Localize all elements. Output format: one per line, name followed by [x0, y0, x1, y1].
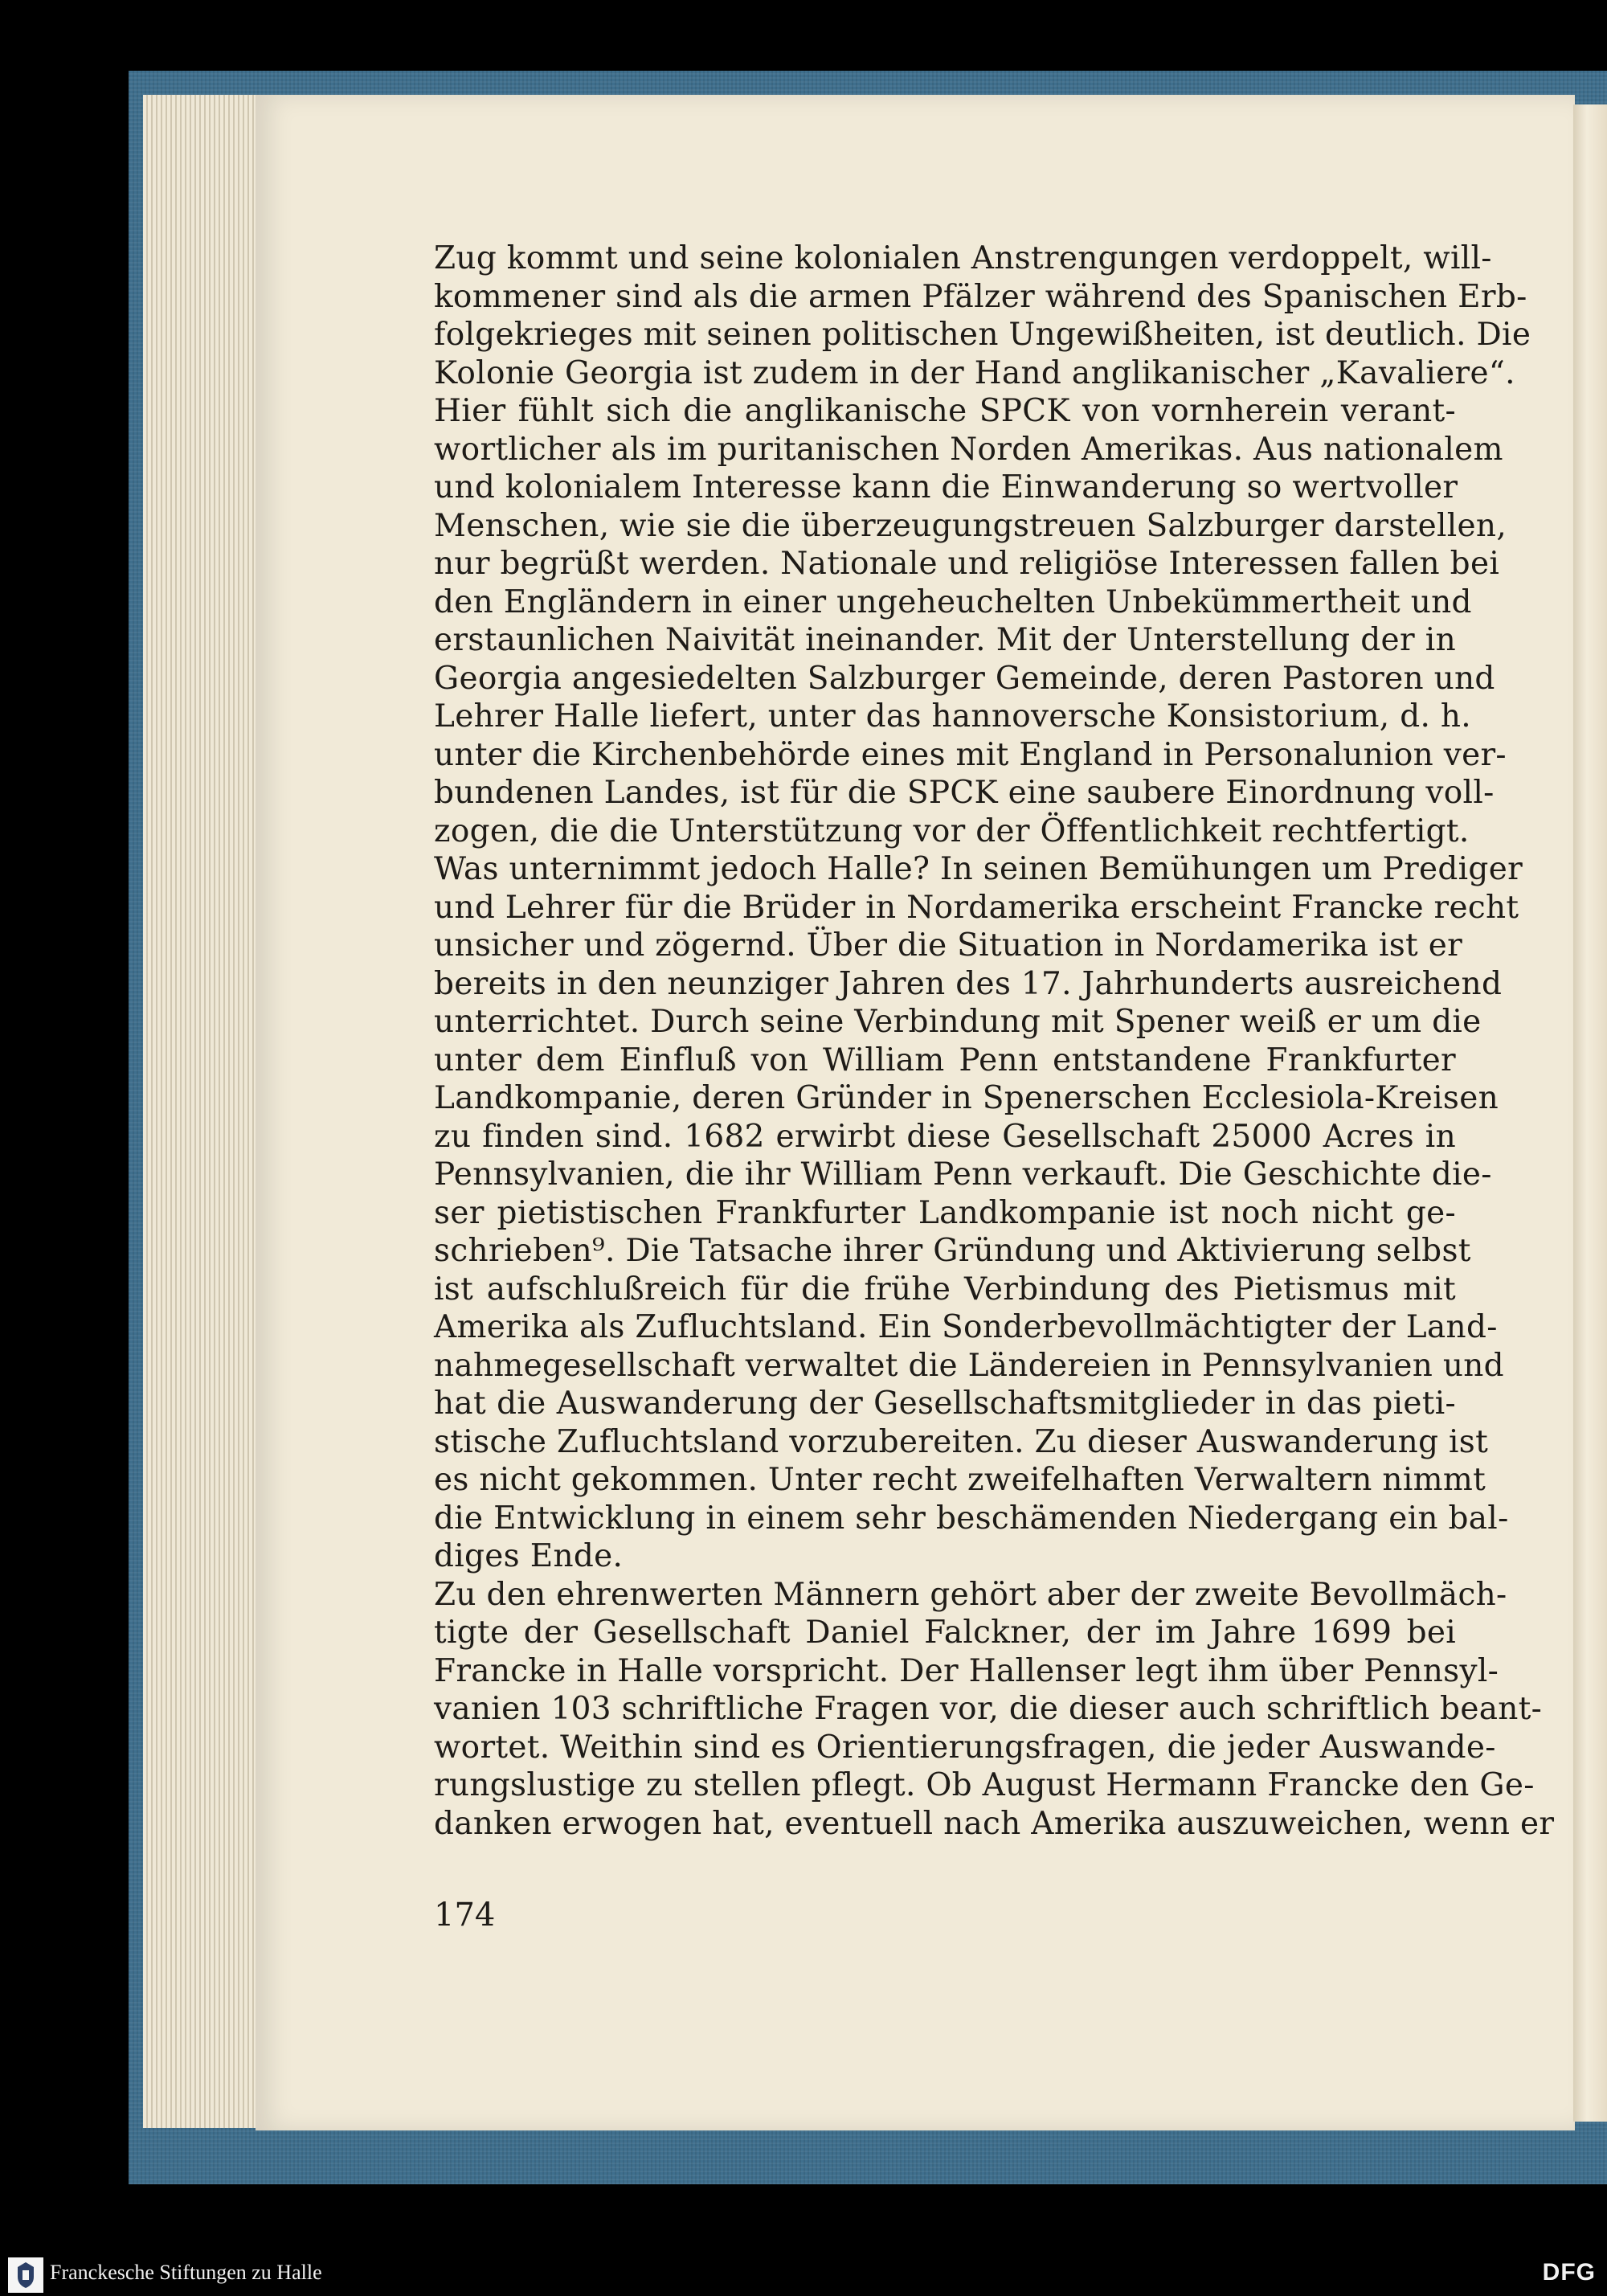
text-line: die Entwicklung in einem sehr beschämenden Niedergang ein bal-: [434, 1500, 1509, 1537]
text-line: Georgia angesiedelten Salzburger Gemeinde, deren Pastoren und: [434, 660, 1495, 697]
text-line: tigte der Gesellschaft Daniel Falckner, der im Jahre 1699 bei: [434, 1615, 1456, 1651]
text-line: Zug kommt und seine kolonialen Anstrengungen verdoppelt, will-: [434, 240, 1492, 276]
text-line: bundenen Landes, ist für die SPCK eine saubere Einordnung voll-: [434, 775, 1495, 811]
text-line: unter die Kirchenbehörde eines mit England in Personalunion ver-: [434, 736, 1507, 773]
text-line: Hier fühlt sich die anglikanische SPCK von vornherein verant-: [434, 393, 1456, 429]
text-line: Kolonie Georgia ist zudem in der Hand anglikanischer „Kavaliere“.: [434, 354, 1515, 391]
text-line: und kolonialem Interesse kann die Einwanderung so wertvoller: [434, 469, 1458, 505]
text-line: folgekrieges mit seinen politischen Ungewißheiten, ist deutlich. Die: [434, 317, 1531, 353]
body-text: [434, 239, 1555, 1843]
text-line: es nicht gekommen. Unter recht zweifelhaften Verwaltern nimmt: [434, 1462, 1486, 1498]
text-line: den Engländern in einer ungeheuchelten Unbekümmertheit und: [434, 583, 1472, 620]
text-line: hat die Auswanderung der Gesellschaftsmitglieder in das pieti-: [434, 1385, 1456, 1422]
page-edges: [143, 95, 264, 2128]
text-line: nur begrüßt werden. Nationale und religiöse Interessen fallen bei: [434, 546, 1500, 582]
text-line: Pennsylvanien, die ihr William Penn verkauft. Die Geschichte die-: [434, 1156, 1492, 1193]
institution-logo-icon: [8, 2257, 43, 2293]
text-line: unter dem Einfluß von William Penn entstandene Frankfurter: [434, 1042, 1456, 1078]
text-line: kommener sind als die armen Pfälzer während des Spanischen Erb-: [434, 278, 1527, 315]
viewer-footer: [0, 2254, 1607, 2296]
text-line: Menschen, wie sie die überzeugungstreuen Salzburger darstellen,: [434, 507, 1507, 544]
text-line: unsicher und zögernd. Über die Situation in Nordamerika ist er: [434, 927, 1463, 964]
text-line: zu finden sind. 1682 erwirbt diese Gesellschaft 25000 Acres in: [434, 1118, 1456, 1155]
text-line: schrieben⁹. Die Tatsache ihrer Gründung und Aktivierung selbst: [434, 1233, 1471, 1269]
facing-page-edge: [1573, 104, 1607, 2122]
institution-name: Franckesche Stiftungen zu Halle: [50, 2261, 322, 2284]
text-line: Was unternimmt jedoch Halle? In seinen Bemühungen um Prediger: [434, 851, 1523, 887]
text-line: bereits in den neunziger Jahren des 17. Jahrhunderts ausreichend: [434, 965, 1503, 1002]
page-number: 174: [434, 1897, 496, 1934]
text-line: Lehrer Halle liefert, unter das hannoversche Konsistorium, d. h.: [434, 698, 1471, 735]
text-line: Zu den ehrenwerten Männern gehört aber der zweite Bevollmäch-: [434, 1576, 1507, 1613]
text-line: Landkompanie, deren Gründer in Spenerschen Ecclesiola-Kreisen: [434, 1080, 1499, 1116]
text-line: ser pietistischen Frankfurter Landkompanie ist noch nicht ge-: [434, 1194, 1456, 1231]
text-line: wortlicher als im puritanischen Norden Amerikas. Aus nationalem: [434, 431, 1503, 468]
text-line: Francke in Halle vorspricht. Der Hallenser legt ihm über Pennsyl-: [434, 1652, 1499, 1689]
text-line: Amerika als Zufluchtsland. Ein Sonderbevollmächtigter der Land-: [434, 1309, 1498, 1345]
text-line: nahmegesellschaft verwaltet die Ländereien in Pennsylvanien und: [434, 1347, 1504, 1384]
text-line: wortet. Weithin sind es Orientierungsfragen, die jeder Auswande-: [434, 1729, 1496, 1766]
dfg-badge: DFG: [1542, 2259, 1596, 2286]
text-line: rungslustige zu stellen pflegt. Ob August Hermann Francke den Ge-: [434, 1767, 1535, 1803]
text-line: und Lehrer für die Brüder in Nordamerika erscheint Francke recht: [434, 889, 1519, 926]
text-line: ist aufschlußreich für die frühe Verbindung des Pietismus mit: [434, 1271, 1456, 1308]
text-line: erstaunlichen Naivität ineinander. Mit der Unterstellung der in: [434, 622, 1456, 658]
text-line: unterrichtet. Durch seine Verbindung mit Spener weiß er um die: [434, 1004, 1482, 1040]
text-line: vanien 103 schriftliche Fragen vor, die dieser auch schriftlich beant-: [434, 1691, 1543, 1727]
text-line: stische Zufluchtsland vorzubereiten. Zu dieser Auswanderung ist: [434, 1423, 1489, 1460]
text-line: danken erwogen hat, eventuell nach Amerika auszuweichen, wenn er: [434, 1805, 1555, 1842]
text-line: zogen, die die Unterstützung vor der Öffentlichkeit rechtfertigt.: [434, 812, 1470, 849]
text-line: diges Ende.: [434, 1538, 624, 1574]
